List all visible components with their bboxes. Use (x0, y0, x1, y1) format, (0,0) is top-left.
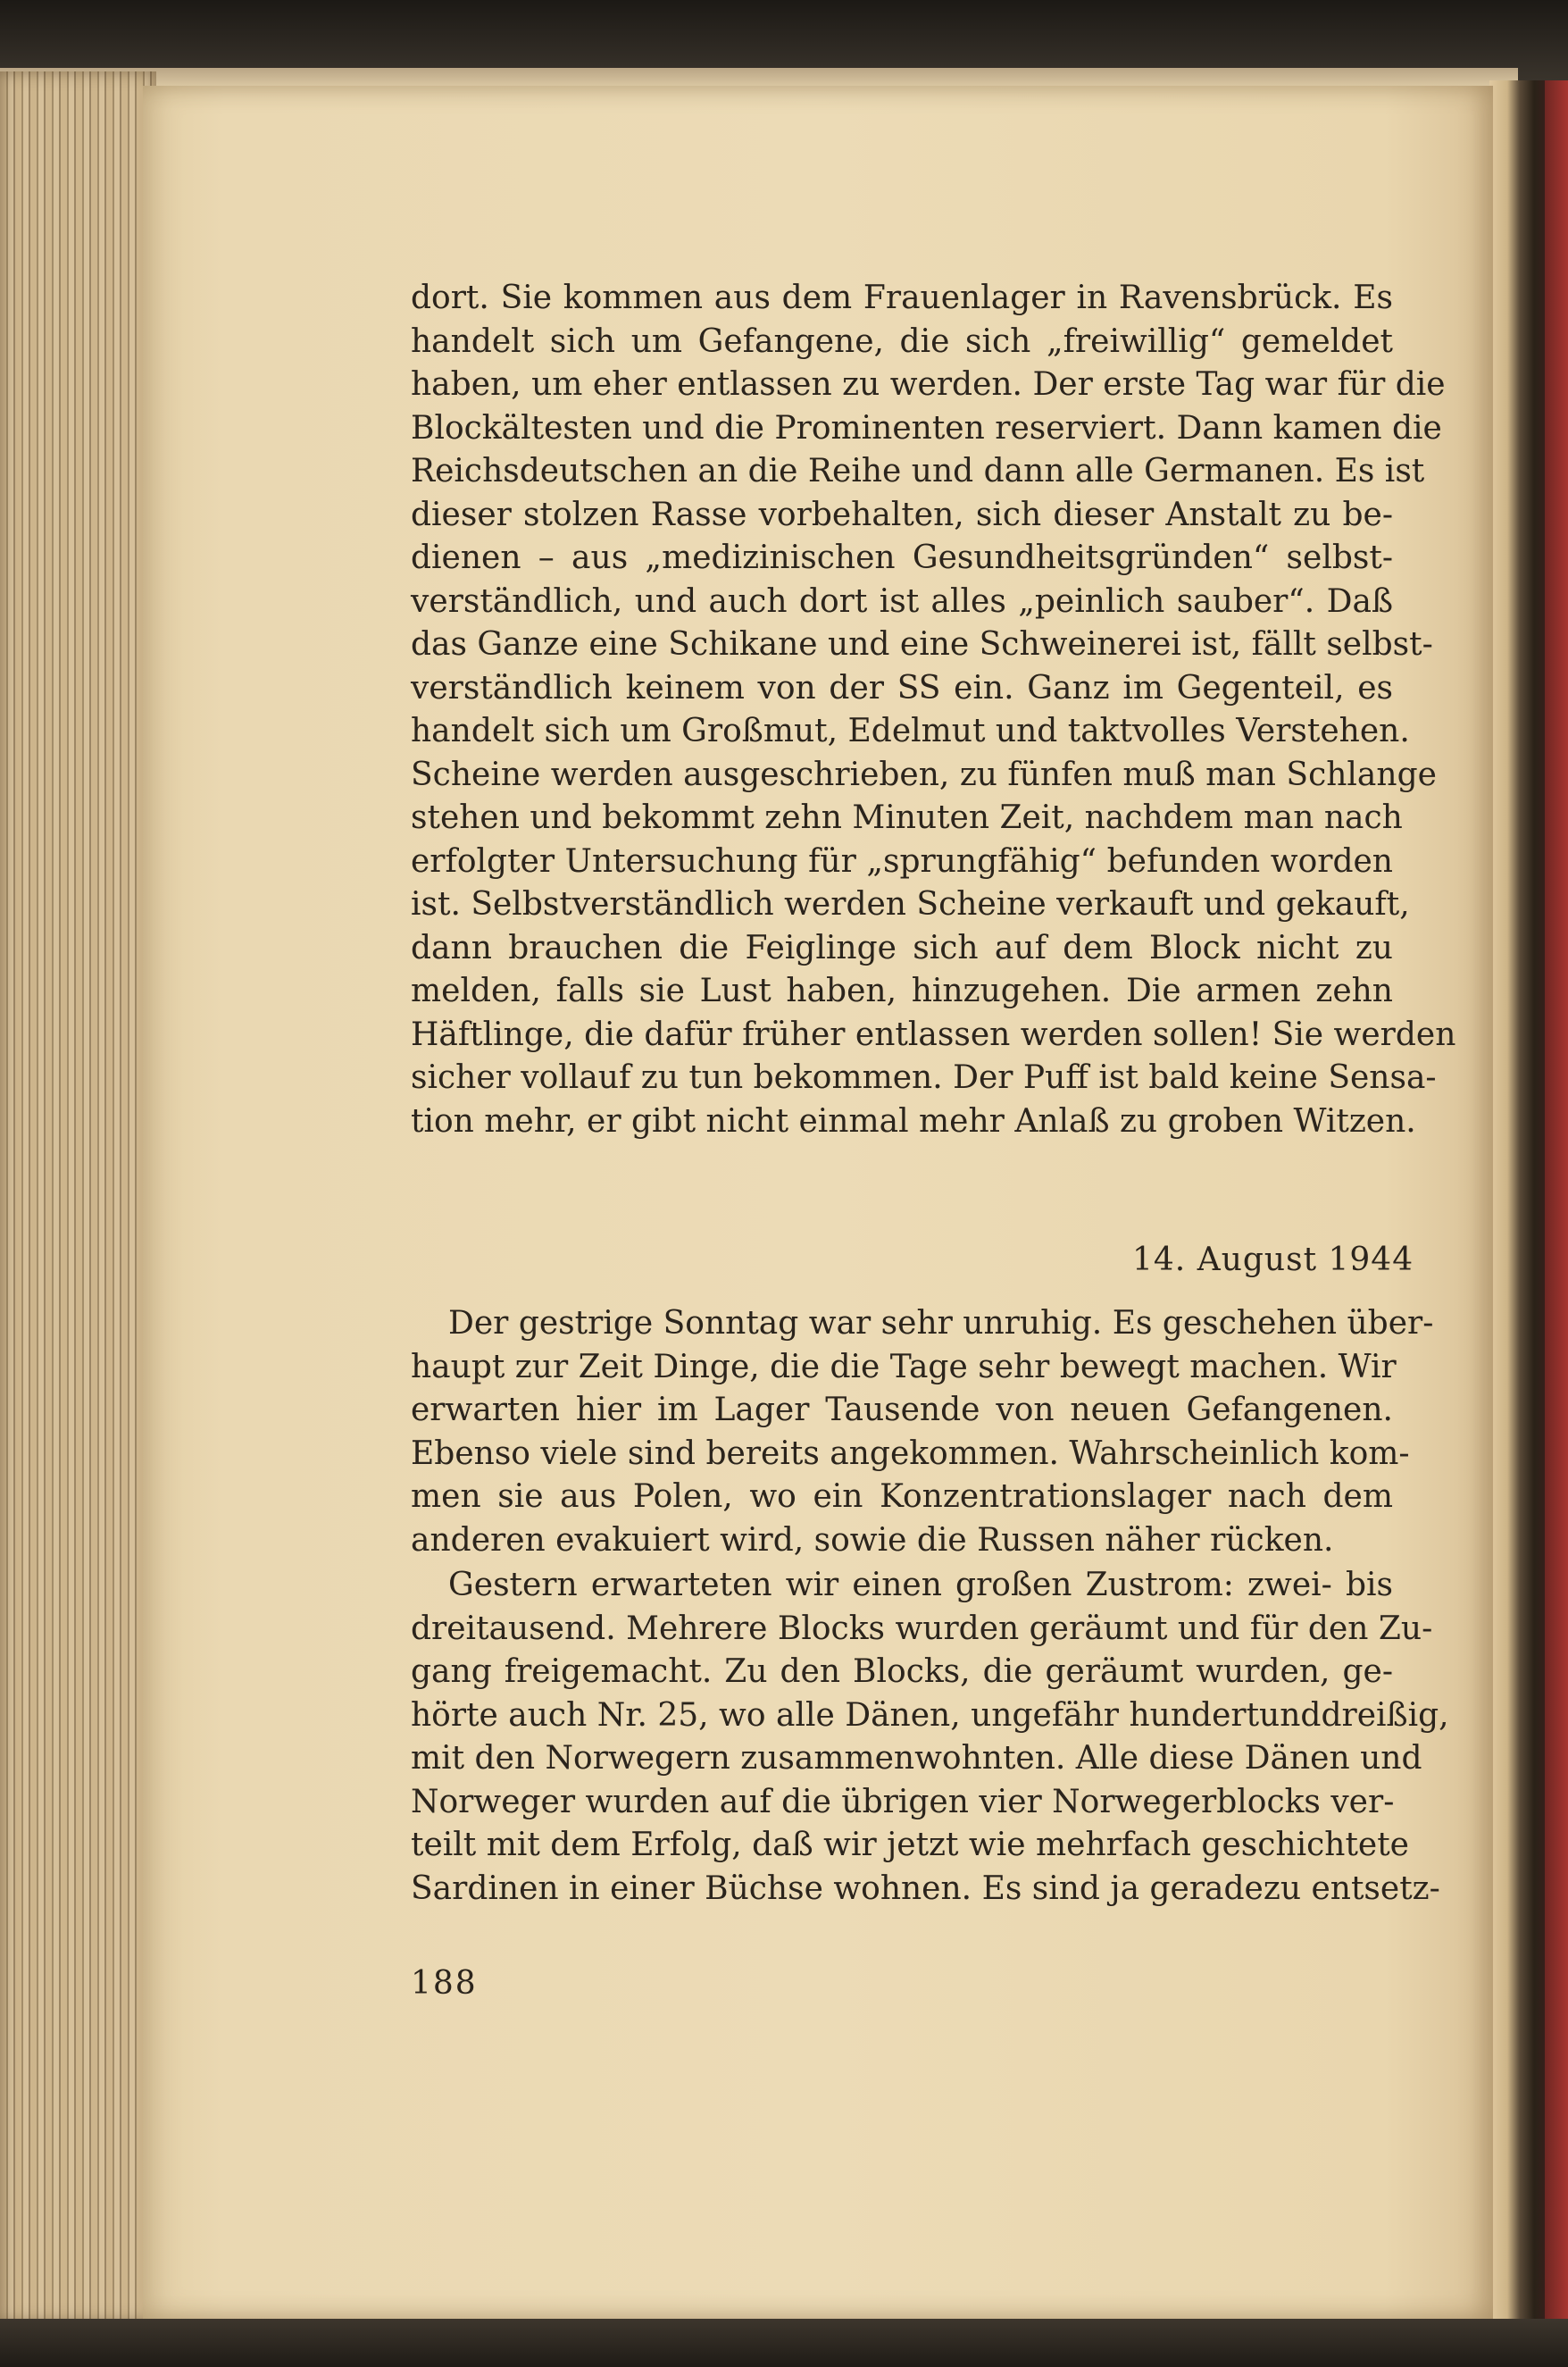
page-stack-left-edge (0, 71, 156, 2322)
text-line: tion mehr, er gibt nicht einmal mehr Anlaß zu groben Witzen. (411, 1102, 1416, 1140)
book-cover-red-edge (1545, 80, 1568, 2367)
text-line: gang freigemacht. Zu den Blocks, die geräumt wurden, ge- (411, 1653, 1393, 1690)
text-line: dann brauchen die Feiglinge sich auf dem Block nicht zu (411, 929, 1393, 966)
text-line: verständlich, und auch dort ist alles „peinlich sauber“. Daß (411, 582, 1393, 620)
text-line: ist. Selbstverständlich werden Scheine verkauft und gekauft, (411, 886, 1410, 923)
text-line: Ebenso viele sind bereits angekommen. Wahrscheinlich kom- (411, 1434, 1410, 1472)
text-line: haupt zur Zeit Dinge, die die Tage sehr bewegt machen. Wir (411, 1348, 1397, 1385)
text-line: Sardinen in einer Büchse wohnen. Es sind ja geradezu entsetz- (411, 1869, 1440, 1907)
entry-date-heading: 14. August 1944 (1132, 1242, 1414, 1278)
text-line: Scheine werden ausgeschrieben, zu fünfen muß man Schlange (411, 756, 1437, 793)
text-line: Gestern erwarteten wir einen großen Zustrom: zwei- bis (448, 1567, 1393, 1603)
text-line: teilt mit dem Erfolg, daß wir jetzt wie mehrfach geschichtete (411, 1827, 1409, 1863)
text-line: das Ganze eine Schikane und eine Schweinerei ist, fällt selbst- (411, 626, 1433, 663)
page-number: 188 (411, 1965, 478, 2002)
text-line: Blockältesten und die Prominenten reserviert. Dann kamen die (411, 409, 1442, 447)
text-line: Häftlinge, die dafür früher entlassen werden sollen! Sie werden (411, 1016, 1456, 1053)
text-line: dreitausend. Mehrere Blocks wurden geräumt und für den Zu- (411, 1610, 1433, 1647)
text-line: erwarten hier im Lager Tausende von neuen Gefangenen. (411, 1392, 1393, 1428)
text-line: handelt sich um Gefangene, die sich „freiwillig“ gemeldet (411, 322, 1393, 360)
text-line: haben, um eher entlassen zu werden. Der erste Tag war für die (411, 366, 1446, 403)
text-line: stehen und bekommt zehn Minuten Zeit, nachdem man nach (411, 799, 1403, 836)
text-line: men sie aus Polen, wo ein Konzentrationslager nach dem (411, 1478, 1393, 1515)
text-line: mit den Norwegern zusammenwohnten. Alle diese Dänen und (411, 1740, 1422, 1777)
text-line: verständlich keinem von der SS ein. Ganz im Gegenteil, es (411, 669, 1393, 707)
text-line: hörte auch Nr. 25, wo alle Dänen, ungefähr hundertunddreißig, (411, 1696, 1449, 1734)
text-line: dieser stolzen Rasse vorbehalten, sich dieser Anstalt zu be- (411, 496, 1393, 533)
scan-background-bottom (0, 2319, 1568, 2367)
text-line: Der gestrige Sonntag war sehr unruhig. Es geschehen über- (448, 1305, 1434, 1342)
text-line: Reichsdeutschen an die Reihe und dann alle Germanen. Es ist (411, 453, 1425, 489)
text-line: Norweger wurden auf die übrigen vier Norwegerblocks ver- (411, 1783, 1395, 1820)
page-stack-top-edge (0, 68, 1518, 88)
text-line: erfolgter Untersuchung für „sprungfähig“ befunden worden (411, 842, 1393, 880)
text-line: melden, falls sie Lust haben, hinzugehen. Die armen zehn (411, 973, 1393, 1009)
text-line: anderen evakuiert wird, sowie die Russen näher rücken. (411, 1521, 1334, 1559)
text-line: dort. Sie kommen aus dem Frauenlager in Ravensbrück. Es (411, 280, 1393, 316)
text-line: dienen – aus „medizinischen Gesundheitsgründen“ selbst- (411, 539, 1393, 576)
text-line: sicher vollauf zu tun bekommen. Der Puff ist bald keine Sensa- (411, 1059, 1437, 1096)
text-line: handelt sich um Großmut, Edelmut und taktvolles Verstehen. (411, 713, 1410, 749)
